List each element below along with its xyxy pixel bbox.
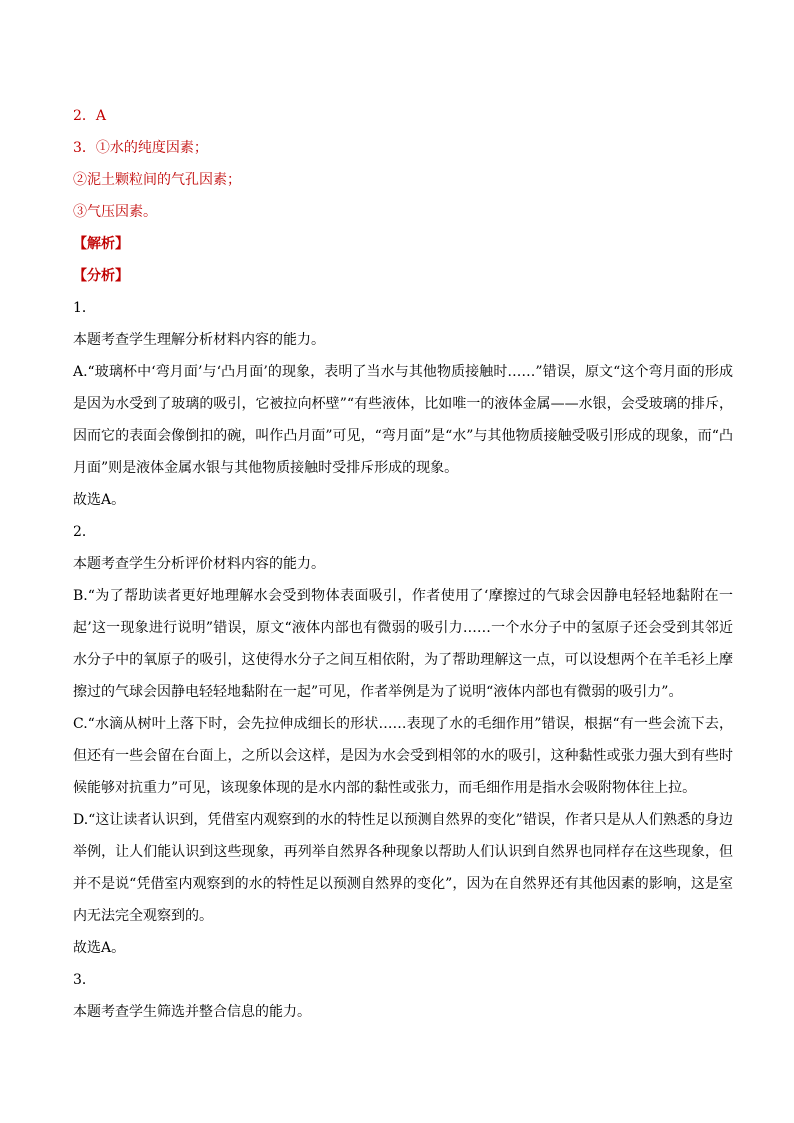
question-1-number: 1．	[73, 300, 96, 316]
question-1-intro: 本题考查学生理解分析材料内容的能力。	[73, 332, 325, 348]
question-3-number: 3．	[73, 972, 96, 988]
question-3-intro: 本题考查学生筛选并整合信息的能力。	[73, 1004, 311, 1020]
question-2-option-d: D.“这让读者认识到，凭借室内观察到的水的特性足以预测自然界的变化”错误，作者只是从人们熟悉的身边举例，让人们能认识到这些现象，再列举自然界各种现象以帮助人们认识到自然界也同样存在这些现象，但并不是说“凭借室内观察到的水的特性足以预测自然界的变化”，因为在自然界还有其他因素的影响，这是室内无法完全观察到的。	[73, 812, 733, 924]
answer-3-item-2: ②泥土颗粒间的气孔因素；	[73, 172, 241, 188]
question-2-conclusion: 故选A。	[73, 940, 126, 956]
answer-2: 2．A	[73, 108, 107, 124]
question-2-option-b: B.“为了帮助读者更好地理解水会受到物体表面吸引，作者使用了‘摩擦过的气球会因静电轻轻地黏附在一起’这一现象进行说明”错误，原文“液体内部也有微弱的吸引力……一个水分子中的氢原子还会受到其邻近水分子中的氧原子的吸引，这使得水分子之间互相依附，为了帮助理解这一点，可以设想两个在羊毛衫上摩擦过的气球会因静电轻轻地黏附在一起”可见，作者举例是为了说明“液体内部也有微弱的吸引力”。	[73, 588, 733, 700]
question-2-intro: 本题考查学生分析评价材料内容的能力。	[73, 556, 325, 572]
question-1-analysis: A.“玻璃杯中‘弯月面’与‘凸月面’的现象，表明了当水与其他物质接触时……”错误，原文“这个弯月面的形成是因为水受到了玻璃的吸引，它被拉向杯壁”“有些液体，比如唯一的液体金属——水银，会受玻璃的排斥，因而它的表面会像倒扣的碗，叫作凸月面”可见，“弯月面”是“水”与其他物质接触受吸引形成的现象，而“凸月面”则是液体金属水银与其他物质接触时受排斥形成的现象。	[73, 364, 733, 476]
heading-jiexi: 【解析】	[73, 236, 129, 252]
question-2-number: 2．	[73, 524, 96, 540]
question-2-option-c: C.“水滴从树叶上落下时，会先拉伸成细长的形状……表现了水的毛细作用”错误，根据“有一些会流下去，但还有一些会留在台面上，之所以会这样，是因为水会受到相邻的水的吸引，这种黏性或张力强大到有些时候能够对抗重力”可见，该现象体现的是水内部的黏性或张力，而毛细作用是指水会吸附物体往上拉。	[73, 716, 733, 796]
answer-3-item-3: ③气压因素。	[73, 204, 157, 220]
heading-fenxi: 【分析】	[73, 268, 129, 284]
question-1-conclusion: 故选A。	[73, 492, 126, 508]
answer-3-item-1: 3．①水的纯度因素；	[73, 140, 208, 156]
